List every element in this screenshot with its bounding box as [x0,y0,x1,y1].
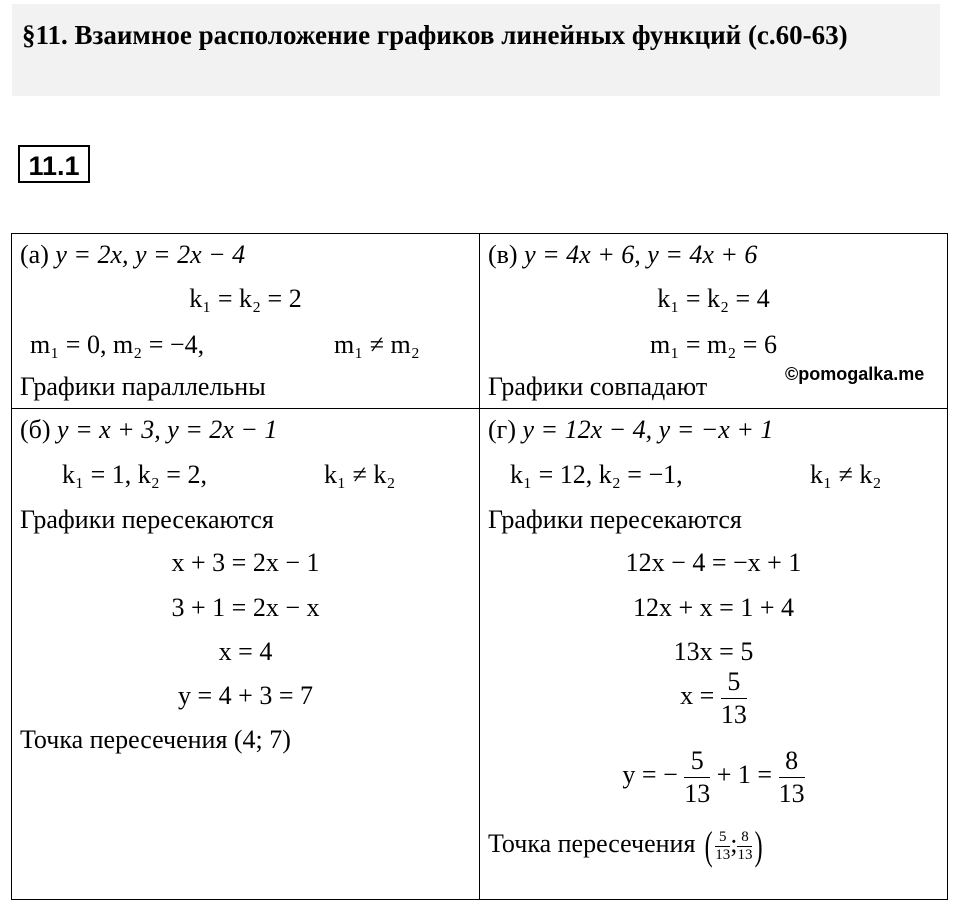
cell-b-line2b: k₁ ≠ k₂ [324,460,396,489]
cell-b [12,409,480,900]
cell-g-step5: y = − $\frac{5}{13}$ + 1 = $\frac{8}{13}$ [622,745,805,808]
cell-g [480,409,948,900]
cell-g-conclusion: Графики пересекаются [488,505,742,534]
cell-a-label: (а) [20,240,49,269]
exercise-number: 11.1 [18,145,90,183]
cell-b-step2: 3 + 1 = 2x − x [171,593,320,622]
cell-v [480,234,948,409]
section-header [12,4,940,96]
section-title: §11. Взаимное расположение графиков линейных функций (с.60-63) [22,20,848,50]
fraction: $\frac{8}{13}$ [778,745,805,808]
fraction: $\frac{5}{13}$ [720,666,747,729]
cell-a [12,234,480,409]
cell-g-line1: (г) y = 12x − 4, y = −x + 1 [488,415,774,444]
cell-g-step3: 13x = 5 [673,637,754,666]
fraction: $\frac{8}{13}$ [737,828,753,863]
cell-b-point: Точка пересечения (4; 7) [20,725,291,754]
cell-v-line2: k₁ = k₂ = 4 [657,284,770,313]
cell-g-line2a: k₁ = 12, k₂ = −1, [510,460,683,489]
cell-b-step1: x + 3 = 2x − 1 [171,548,320,577]
cell-g-step4: x = $\frac{5}{13}$ [680,666,747,729]
cell-g-point: Точка пересечения ( $\frac{5}{13}$ ; $\frac{8}{13}$ ) [488,823,764,869]
cell-a-line1: (а) y = 2x, y = 2x − 4 [20,240,246,269]
cell-g-label: (г) [488,415,516,444]
cell-v-label: (в) [488,240,518,269]
fraction: $\frac{5}{13}$ [684,745,711,808]
solution-table [11,233,948,900]
cell-b-label: (б) [20,415,51,444]
cell-v-line3: m₁ = m₂ = 6 [650,330,777,359]
cell-a-line2: k₁ = k₂ = 2 [189,284,302,313]
cell-a-line3a: m₁ = 0, m₂ = −4, [30,330,205,359]
cell-g-line2b: k₁ ≠ k₂ [810,460,882,489]
fraction: $\frac{5}{13}$ [715,828,731,863]
cell-b-line2a: k₁ = 1, k₂ = 2, [62,460,207,489]
watermark: ©pomogalka.me [785,364,925,384]
cell-b-conclusion: Графики пересекаются [20,505,274,534]
cell-b-step4: y = 4 + 3 = 7 [178,681,313,710]
cell-v-conclusion: Графики совпадают [488,372,708,401]
cell-g-step1: 12x − 4 = −x + 1 [625,548,802,577]
cell-g-step2: 12x + x = 1 + 4 [633,593,794,622]
cell-a-conclusion: Графики параллельны [20,372,266,401]
cell-b-step3: x = 4 [218,637,273,666]
cell-v-line1: (в) y = 4x + 6, y = 4x + 6 [488,240,758,269]
cell-b-line1: (б) y = x + 3, y = 2x − 1 [20,415,278,444]
cell-a-line3b: m₁ ≠ m₂ [334,330,420,359]
